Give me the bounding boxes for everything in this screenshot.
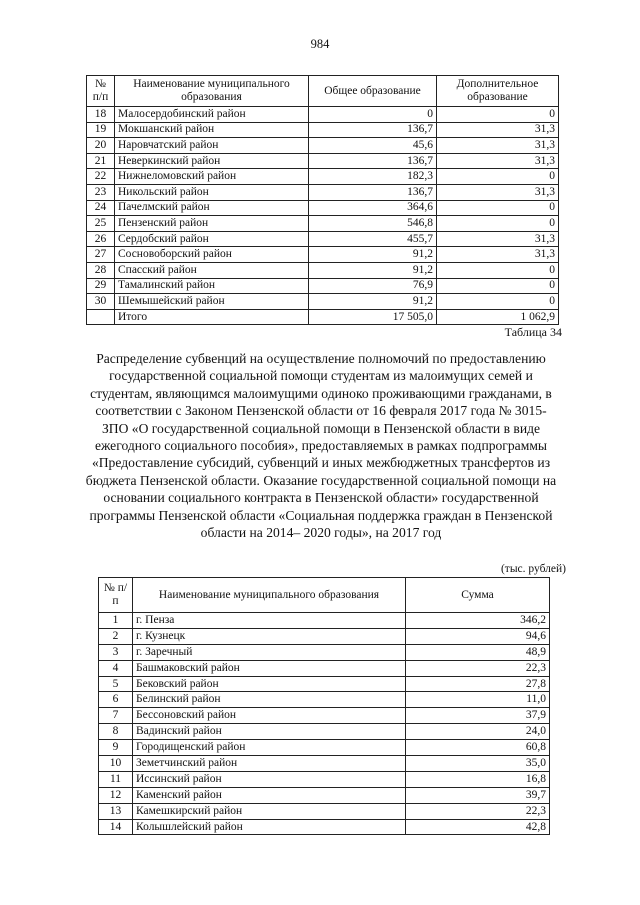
sum-cell: 37,9 [406,708,550,724]
row-number-cell: 24 [87,200,115,216]
table-row [99,787,550,803]
sum-cell: 16,8 [406,771,550,787]
table-header-row [99,578,550,613]
general-education-cell: 0 [309,107,437,123]
table-row [99,676,550,692]
additional-education-cell: 31,3 [437,184,559,200]
additional-education-cell: 0 [437,278,559,294]
municipality-cell: Нижнеломовский район [115,169,309,185]
header-general-education: Общее образование [309,76,437,107]
table-row [99,819,550,835]
municipality-cell: Мокшанский район [115,122,309,138]
row-number-cell: 6 [99,692,133,708]
header-municipality: Наименование муниципального образования [133,578,406,613]
municipality-cell: Тамалинский район [115,278,309,294]
general-education-cell: 455,7 [309,231,437,247]
row-number-cell: 25 [87,216,115,232]
sum-cell: 22,3 [406,803,550,819]
row-number-cell: 30 [87,294,115,310]
municipality-cell: Никольский район [115,184,309,200]
row-number-cell: 11 [99,771,133,787]
sum-cell: 39,7 [406,787,550,803]
row-number-cell: 1 [99,613,133,629]
table-row [99,724,550,740]
municipality-cell: Сосновоборский район [115,247,309,263]
table-row [99,628,550,644]
municipality-cell: Колышлейский район [133,819,406,835]
table-row [99,708,550,724]
table-row [87,216,559,232]
general-education-cell: 546,8 [309,216,437,232]
units-label: (тыс. рублей) [500,563,566,575]
table-row [87,169,559,185]
general-education-cell: 136,7 [309,184,437,200]
additional-education-cell: 0 [437,262,559,278]
row-number-cell: 26 [87,231,115,247]
table-label: Таблица 34 [504,325,562,339]
row-number-cell [87,309,115,325]
sum-cell: 42,8 [406,819,550,835]
municipality-cell: Спасский район [115,262,309,278]
page-number: 984 [310,37,330,51]
additional-education-cell: 31,3 [437,231,559,247]
additional-education-cell: 31,3 [437,247,559,263]
row-number-cell: 20 [87,138,115,154]
municipality-cell: Сердобский район [115,231,309,247]
row-number-cell: 18 [87,107,115,123]
table-row [87,231,559,247]
row-number-cell: 7 [99,708,133,724]
general-education-cell: 136,7 [309,122,437,138]
header-sum: Сумма [406,578,550,613]
table-row [99,660,550,676]
additional-education-cell: 0 [437,216,559,232]
additional-education-cell: 31,3 [437,153,559,169]
municipality-cell: Пачелмский район [115,200,309,216]
table-row [87,309,559,325]
general-education-cell: 91,2 [309,294,437,310]
table-row [87,107,559,123]
row-number-cell: 10 [99,756,133,772]
row-number-cell: 19 [87,122,115,138]
municipality-cell: Шемышейский район [115,294,309,310]
section-title: Распределение субвенций на осуществление полномочий по предоставлению государственной социальной помощи студентам из малоимущих семей и студентам, являющимся малоимущими одиноко проживающими гражданами, в соответствии с Законом Пензенской области от 16 февраля 2017 года № 3015-ЗПО «О государственной социальной помощи в Пензенской области в виде ежегодного социального пособия», предоставляемых в рамках подпрограммы «Предоставление субсидий, субвенций и иных межбюджетных трансфертов из бюджета Пензенской области. Оказание государственной социальной помощи на основании социального контракта в Пензенской области» государственной программы Пензенской области «Социальная поддержка граждан в Пензенской области на 2014– 2020 годы», на 2017 год [85,351,557,541]
table-row [99,692,550,708]
municipality-cell: г. Заречный [133,644,406,660]
sum-cell: 11,0 [406,692,550,708]
sum-cell: 60,8 [406,740,550,756]
row-number-cell: 9 [99,740,133,756]
additional-education-cell: 0 [437,200,559,216]
general-education-cell: 91,2 [309,262,437,278]
header-num: № п/п [87,76,115,107]
table-row [99,644,550,660]
municipality-cell: Каменский район [133,787,406,803]
table-row [87,294,559,310]
general-education-cell: 91,2 [309,247,437,263]
table-row [87,153,559,169]
row-number-cell: 3 [99,644,133,660]
table-row [87,247,559,263]
header-municipality: Наименование муниципального образования [115,76,309,107]
municipality-cell: Наровчатский район [115,138,309,154]
municipality-cell: Белинский район [133,692,406,708]
additional-education-cell: 1 062,9 [437,309,559,325]
general-education-cell: 45,6 [309,138,437,154]
municipality-cell: Малосердобинский район [115,107,309,123]
sum-cell: 48,9 [406,644,550,660]
table-row [87,262,559,278]
sum-cell: 22,3 [406,660,550,676]
row-number-cell: 8 [99,724,133,740]
municipality-cell: Неверкинский район [115,153,309,169]
municipality-cell: Пензенский район [115,216,309,232]
general-education-cell: 76,9 [309,278,437,294]
row-number-cell: 21 [87,153,115,169]
row-number-cell: 2 [99,628,133,644]
table-row [99,771,550,787]
row-number-cell: 28 [87,262,115,278]
row-number-cell: 5 [99,676,133,692]
municipality-cell: Бековский район [133,676,406,692]
table-row [99,613,550,629]
row-number-cell: 29 [87,278,115,294]
row-number-cell: 4 [99,660,133,676]
row-number-cell: 13 [99,803,133,819]
row-number-cell: 22 [87,169,115,185]
municipality-cell: Итого [115,309,309,325]
table-row [87,184,559,200]
table-row [99,803,550,819]
general-education-cell: 136,7 [309,153,437,169]
general-education-cell: 364,6 [309,200,437,216]
header-num: № п/п [99,578,133,613]
municipality-cell: Городищенский район [133,740,406,756]
student-aid-table [98,577,550,835]
municipality-cell: Земетчинский район [133,756,406,772]
table-row [99,740,550,756]
additional-education-cell: 31,3 [437,138,559,154]
sum-cell: 24,0 [406,724,550,740]
sum-cell: 35,0 [406,756,550,772]
general-education-cell: 182,3 [309,169,437,185]
table-row [87,278,559,294]
header-additional-education: Дополнительное образование [437,76,559,107]
table-row [87,138,559,154]
municipality-cell: Башмаковский район [133,660,406,676]
table-row [87,200,559,216]
row-number-cell: 23 [87,184,115,200]
municipality-cell: г. Пенза [133,613,406,629]
additional-education-cell: 0 [437,169,559,185]
sum-cell: 27,8 [406,676,550,692]
municipality-cell: Бессоновский район [133,708,406,724]
table-row [99,756,550,772]
general-education-cell: 17 505,0 [309,309,437,325]
municipality-cell: Камешкирский район [133,803,406,819]
row-number-cell: 27 [87,247,115,263]
municipality-cell: Вадинский район [133,724,406,740]
municipality-cell: г. Кузнецк [133,628,406,644]
table-row [87,122,559,138]
sum-cell: 346,2 [406,613,550,629]
additional-education-cell: 31,3 [437,122,559,138]
row-number-cell: 14 [99,819,133,835]
municipality-cell: Иссинский район [133,771,406,787]
additional-education-cell: 0 [437,107,559,123]
additional-education-cell: 0 [437,294,559,310]
table-header-row [87,76,559,107]
sum-cell: 94,6 [406,628,550,644]
subsidy-table-continued [86,75,559,325]
row-number-cell: 12 [99,787,133,803]
